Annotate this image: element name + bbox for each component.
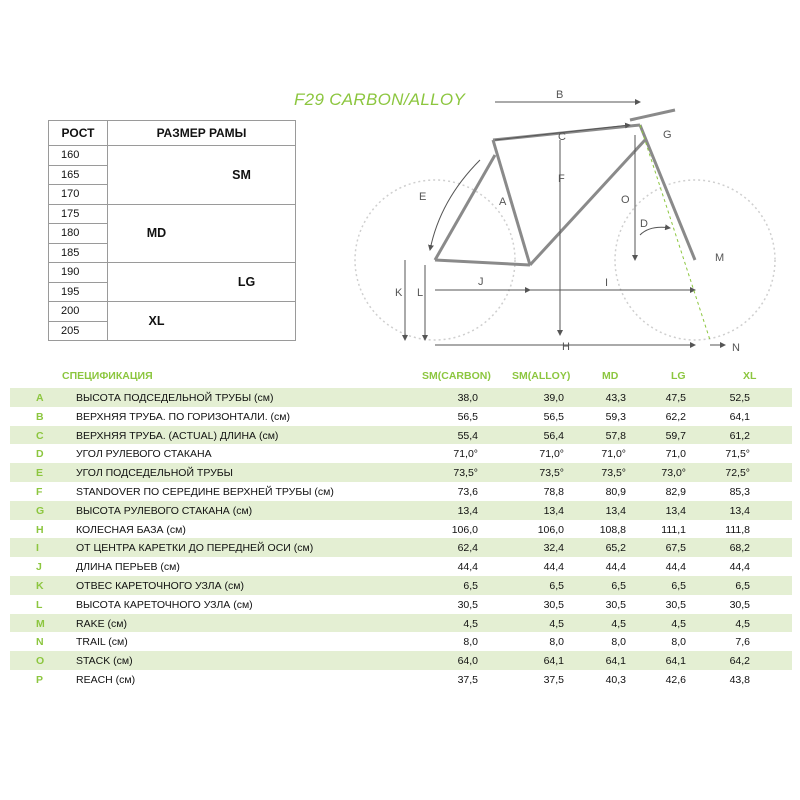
label-o: O	[621, 194, 630, 206]
value-cell: 80,9	[605, 485, 626, 498]
row-desc: ВЫСОТА КАРЕТОЧНОГО УЗЛА (см)	[76, 598, 253, 611]
value-cell: 64,2	[729, 655, 750, 668]
row-letter: E	[36, 467, 44, 480]
height-cell: 165	[49, 165, 108, 185]
value-cell: 71,0°	[601, 448, 626, 461]
row-letter: M	[36, 617, 45, 630]
value-cell: 42,6	[665, 673, 686, 686]
value-cell: 30,5	[605, 598, 626, 611]
row-letter: O	[36, 655, 45, 668]
size-chart-table	[48, 120, 296, 341]
frame-size-sm: SM	[108, 146, 296, 205]
dim-e-arc	[430, 160, 480, 250]
value-cell: 73,5°	[601, 467, 626, 480]
spec-row	[10, 388, 792, 407]
value-cell: 64,1	[605, 655, 626, 668]
value-cell: 71,0°	[539, 448, 564, 461]
row-desc: ОТВЕС КАРЕТОЧНОГО УЗЛА (см)	[76, 579, 244, 592]
value-cell: 13,4	[457, 504, 478, 517]
spec-row	[10, 407, 792, 426]
value-cell: 62,4	[457, 542, 478, 555]
value-cell: 44,4	[605, 561, 626, 574]
value-cell: 8,0	[549, 636, 564, 649]
value-cell: 44,4	[457, 561, 478, 574]
row-letter: I	[36, 542, 39, 555]
value-cell: 64,1	[543, 655, 564, 668]
value-cell: 64,0	[457, 655, 478, 668]
label-e: E	[419, 191, 427, 203]
value-cell: 6,5	[671, 579, 686, 592]
value-cell: 7,6	[735, 636, 750, 649]
value-cell: 62,2	[665, 410, 686, 423]
col-xl: XL	[743, 370, 757, 382]
value-cell: 6,5	[735, 579, 750, 592]
frame-size-lg: LG	[108, 263, 296, 302]
value-cell: 38,0	[457, 392, 478, 404]
row-desc: УГОЛ РУЛЕВОГО СТАКАНА	[76, 448, 212, 461]
frame-size-md: MD	[108, 204, 296, 263]
value-cell: 52,5	[729, 392, 750, 404]
value-cell: 30,5	[665, 598, 686, 611]
value-cell: 68,2	[729, 542, 750, 555]
value-cell: 56,4	[543, 429, 564, 442]
value-cell: 30,5	[543, 598, 564, 611]
value-cell: 4,5	[735, 617, 750, 630]
row-desc: ВЕРХНЯЯ ТРУБА. ПО ГОРИЗОНТАЛИ. (см)	[76, 410, 291, 423]
col-sm-alloy: SM(ALLOY)	[512, 370, 571, 382]
value-cell: 32,4	[543, 542, 564, 555]
height-cell: 195	[49, 282, 108, 302]
value-cell: 72,5°	[725, 467, 750, 480]
spec-row	[10, 632, 792, 651]
value-cell: 106,0	[451, 523, 478, 536]
row-desc: STACK (см)	[76, 655, 133, 668]
frame-size-column-header: РАЗМЕР РАМЫ	[108, 121, 296, 146]
value-cell: 39,0	[543, 392, 564, 404]
page-title: F29 CARBON/ALLOY	[294, 90, 466, 109]
value-cell: 111,8	[725, 523, 750, 536]
row-desc: STANDOVER ПО СЕРЕДИНЕ ВЕРХНЕЙ ТРУБЫ (см)	[76, 485, 334, 498]
height-cell: 170	[49, 185, 108, 205]
value-cell: 44,4	[729, 561, 750, 574]
label-m: M	[715, 252, 725, 264]
bike-frame	[435, 125, 695, 265]
height-cell: 185	[49, 243, 108, 263]
spec-row	[10, 538, 792, 557]
col-sm-carbon: SM(CARBON)	[422, 370, 491, 382]
value-cell: 71,0	[665, 448, 686, 461]
value-cell: 71,5°	[725, 448, 750, 461]
spec-row	[10, 614, 792, 633]
spec-row	[10, 520, 792, 539]
row-desc: ВЕРХНЯЯ ТРУБА. (ACTUAL) ДЛИНА (см)	[76, 429, 279, 442]
row-letter: A	[36, 392, 44, 404]
value-cell: 106,0	[537, 523, 564, 536]
value-cell: 64,1	[665, 655, 686, 668]
value-cell: 13,4	[543, 504, 564, 517]
value-cell: 73,6	[457, 485, 478, 498]
height-cell: 200	[49, 302, 108, 322]
value-cell: 44,4	[543, 561, 564, 574]
row-letter: L	[36, 598, 43, 611]
height-cell: 205	[49, 321, 108, 341]
row-letter: J	[36, 561, 42, 574]
value-cell: 56,5	[457, 410, 478, 423]
value-cell: 59,3	[605, 410, 626, 423]
spec-row	[10, 595, 792, 614]
value-cell: 13,4	[729, 504, 750, 517]
value-cell: 64,1	[729, 410, 750, 423]
value-cell: 40,3	[605, 673, 626, 686]
value-cell: 73,5°	[453, 467, 478, 480]
label-h: H	[562, 341, 570, 353]
value-cell: 8,0	[611, 636, 626, 649]
spec-row	[10, 576, 792, 595]
value-cell: 43,3	[605, 392, 626, 404]
label-n: N	[732, 342, 740, 354]
spec-row	[10, 444, 792, 463]
value-cell: 56,5	[543, 410, 564, 423]
value-cell: 4,5	[463, 617, 478, 630]
value-cell: 47,5	[665, 392, 686, 404]
value-cell: 13,4	[665, 504, 686, 517]
spec-table	[10, 388, 792, 689]
row-desc: RAKE (см)	[76, 617, 127, 630]
value-cell: 44,4	[665, 561, 686, 574]
spec-header-label: СПЕЦИФИКАЦИЯ	[62, 370, 153, 382]
value-cell: 30,5	[457, 598, 478, 611]
value-cell: 8,0	[671, 636, 686, 649]
label-a: A	[499, 196, 507, 208]
row-letter: N	[36, 636, 44, 649]
height-cell: 190	[49, 263, 108, 283]
value-cell: 8,0	[463, 636, 478, 649]
label-f: F	[558, 173, 565, 185]
row-letter: B	[36, 410, 44, 423]
spec-row	[10, 482, 792, 501]
value-cell: 4,5	[549, 617, 564, 630]
value-cell: 30,5	[729, 598, 750, 611]
col-lg: LG	[671, 370, 686, 382]
value-cell: 4,5	[611, 617, 626, 630]
label-k: K	[395, 287, 403, 299]
spec-table-header	[10, 366, 792, 386]
label-g: G	[663, 129, 672, 141]
stem	[630, 110, 675, 120]
value-cell: 6,5	[611, 579, 626, 592]
value-cell: 67,5	[665, 542, 686, 555]
spec-row	[10, 426, 792, 445]
spec-row	[10, 557, 792, 576]
value-cell: 78,8	[543, 485, 564, 498]
height-column-header: РОСТ	[49, 121, 108, 146]
steering-axis	[640, 125, 710, 340]
label-j: J	[478, 276, 484, 288]
value-cell: 82,9	[665, 485, 686, 498]
spec-row	[10, 670, 792, 689]
col-md: MD	[602, 370, 619, 382]
label-c: C	[558, 131, 566, 143]
spec-row	[10, 463, 792, 482]
label-b: B	[556, 89, 564, 101]
value-cell: 73,0°	[661, 467, 686, 480]
row-letter: P	[36, 673, 44, 686]
value-cell: 71,0°	[453, 448, 478, 461]
row-desc: TRAIL (см)	[76, 636, 128, 649]
label-l: L	[417, 287, 424, 299]
spec-row	[10, 501, 792, 520]
value-cell: 111,1	[661, 523, 686, 536]
row-letter: H	[36, 523, 44, 536]
row-desc: ВЫСОТА ПОДСЕДЕЛЬНОЙ ТРУБЫ (см)	[76, 392, 274, 404]
value-cell: 37,5	[543, 673, 564, 686]
row-desc: ДЛИНА ПЕРЬЕВ (см)	[76, 561, 180, 574]
label-d: D	[640, 218, 648, 230]
row-letter: D	[36, 448, 44, 461]
row-letter: F	[36, 485, 43, 498]
row-letter: K	[36, 579, 44, 592]
row-desc: КОЛЕСНАЯ БАЗА (см)	[76, 523, 186, 536]
value-cell: 59,7	[665, 429, 686, 442]
frame-size-xl: XL	[108, 302, 296, 341]
value-cell: 108,8	[599, 523, 626, 536]
value-cell: 65,2	[605, 542, 626, 555]
frame-geometry-diagram	[330, 80, 790, 365]
row-desc: УГОЛ ПОДСЕДЕЛЬНОЙ ТРУБЫ	[76, 467, 233, 480]
row-letter: C	[36, 429, 44, 442]
label-i: I	[605, 277, 609, 289]
value-cell: 55,4	[457, 429, 478, 442]
value-cell: 73,5°	[539, 467, 564, 480]
value-cell: 6,5	[549, 579, 564, 592]
height-cell: 175	[49, 204, 108, 224]
height-cell: 160	[49, 146, 108, 166]
value-cell: 4,5	[671, 617, 686, 630]
value-cell: 13,4	[605, 504, 626, 517]
value-cell: 6,5	[463, 579, 478, 592]
value-cell: 61,2	[729, 429, 750, 442]
value-cell: 37,5	[457, 673, 478, 686]
row-desc: ОТ ЦЕНТРА КАРЕТКИ ДО ПЕРЕДНЕЙ ОСИ (см)	[76, 542, 314, 555]
row-desc: REACH (см)	[76, 673, 136, 686]
value-cell: 57,8	[605, 429, 626, 442]
height-cell: 180	[49, 224, 108, 244]
value-cell: 85,3	[729, 485, 750, 498]
spec-row	[10, 651, 792, 670]
row-desc: ВЫСОТА РУЛЕВОГО СТАКАНА (см)	[76, 504, 253, 517]
value-cell: 43,8	[729, 673, 750, 686]
row-letter: G	[36, 504, 45, 517]
